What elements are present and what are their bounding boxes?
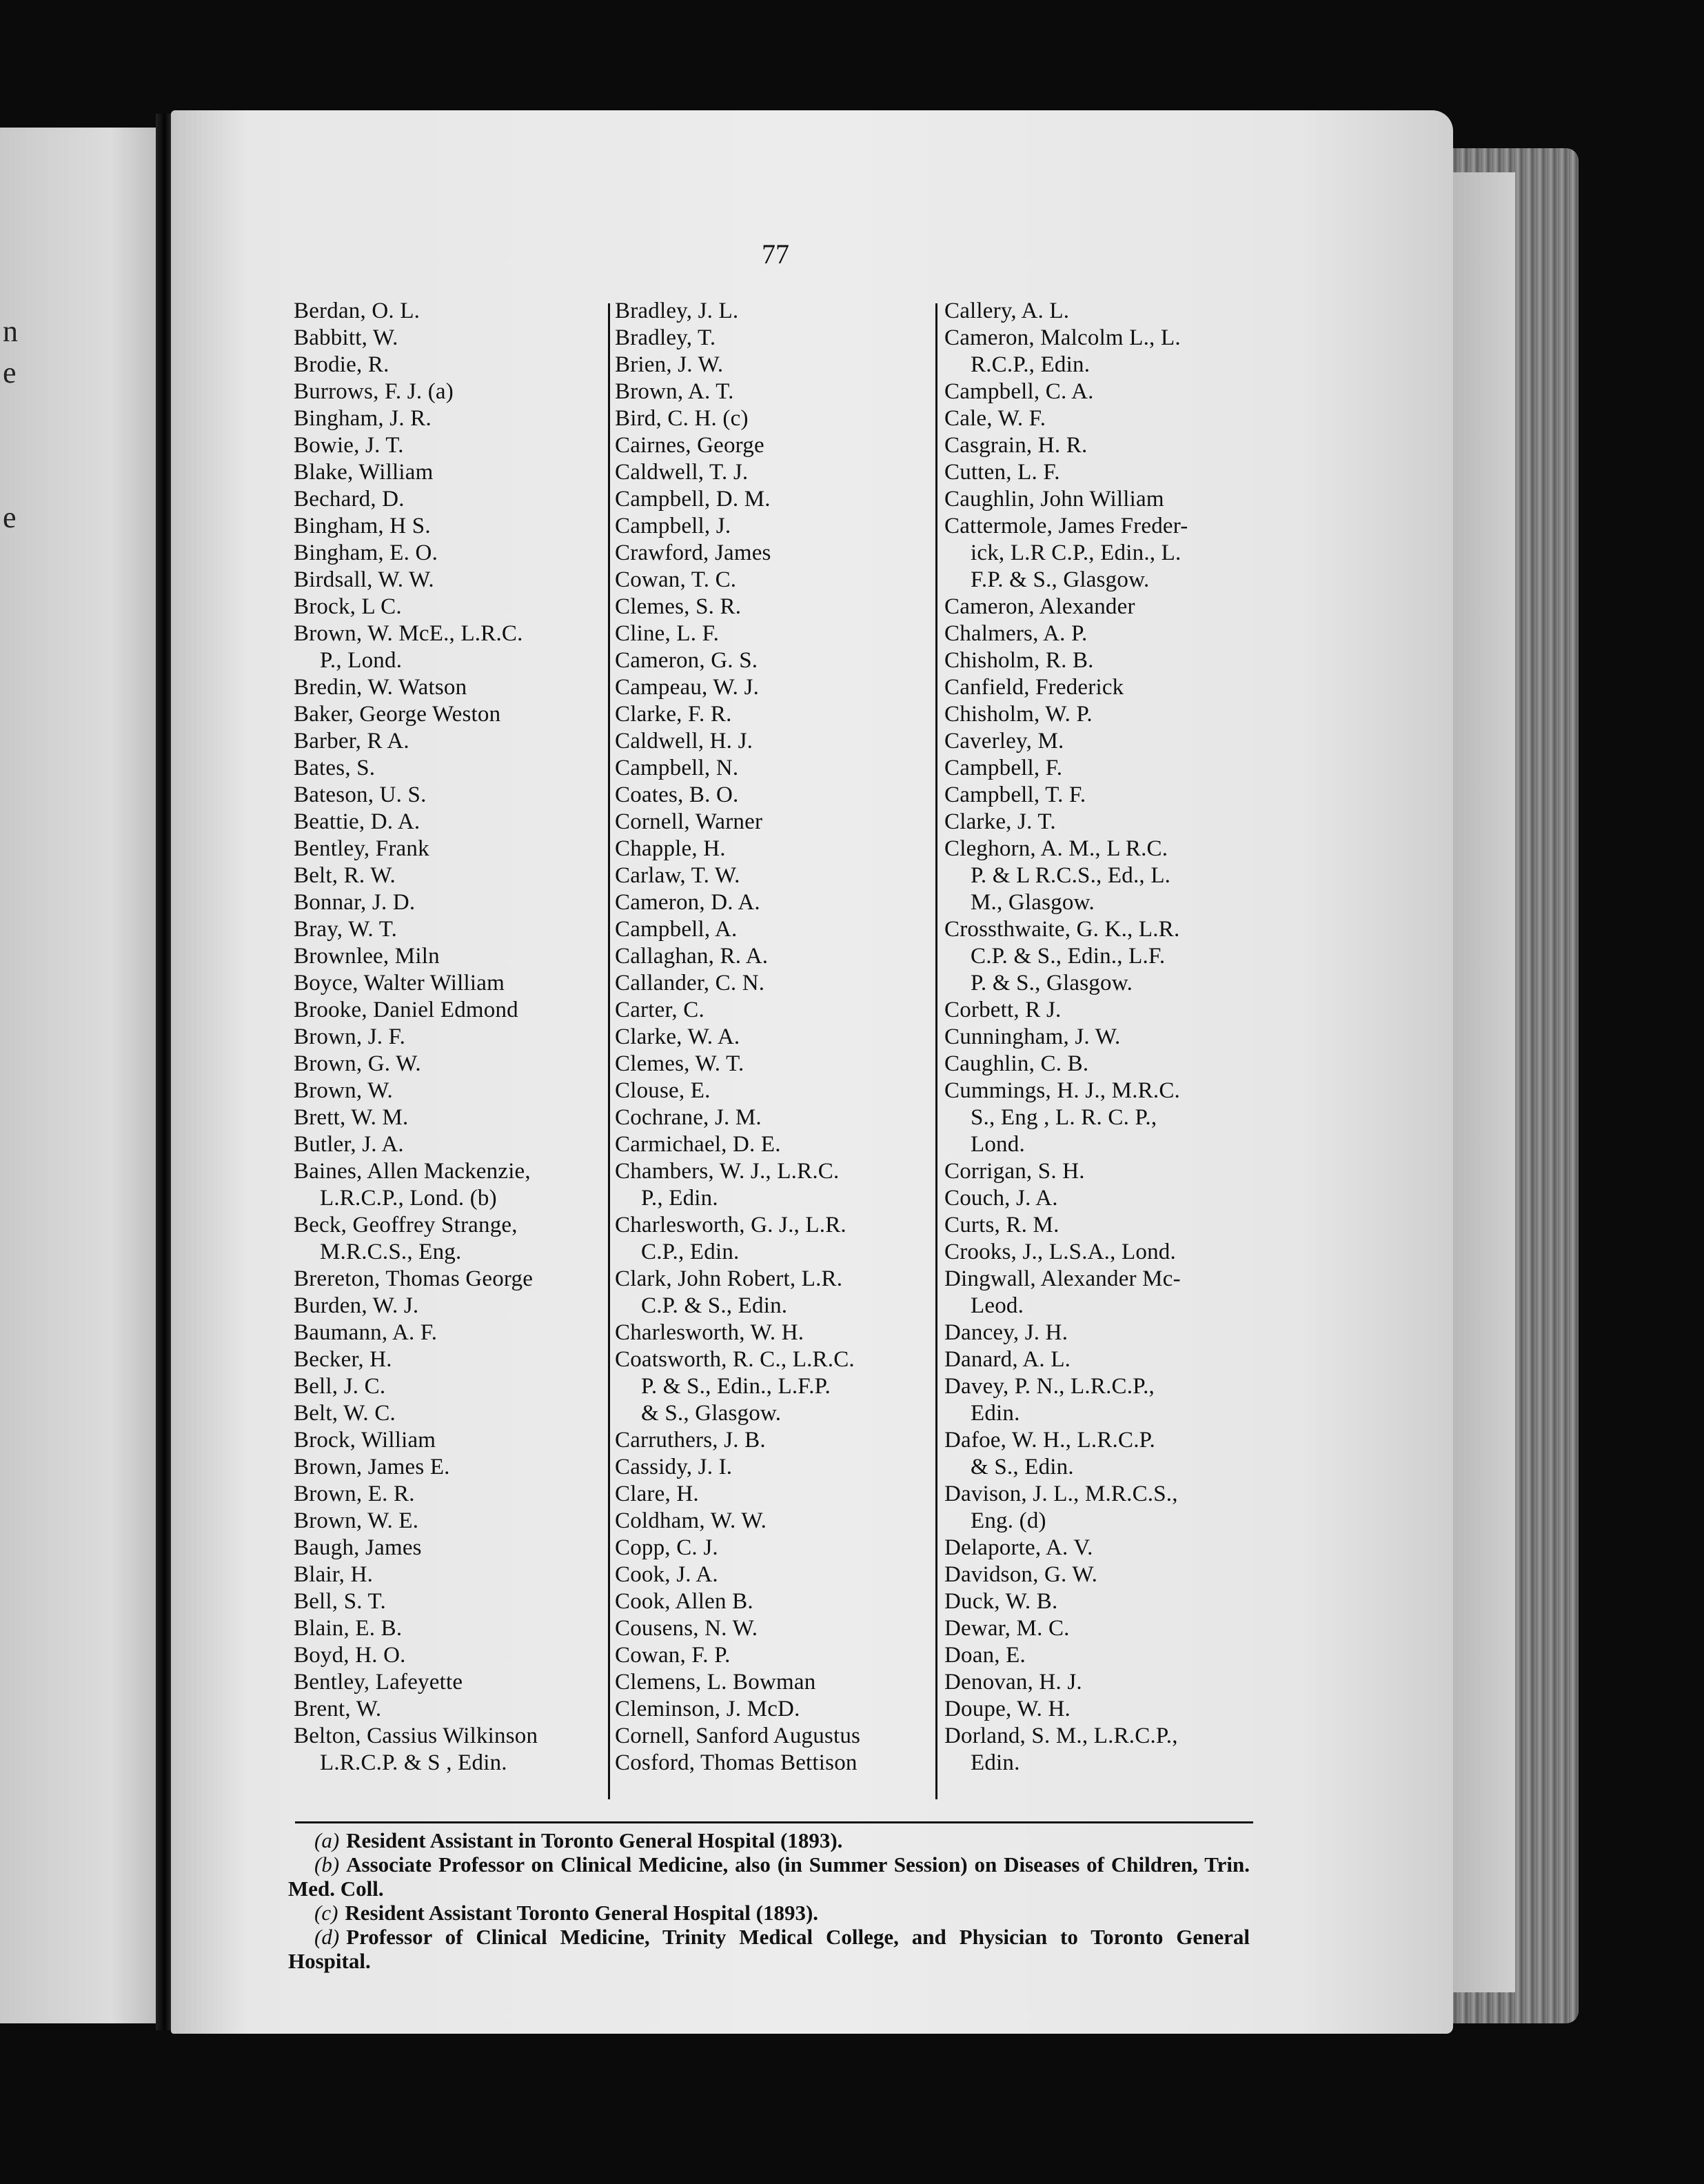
footnote [288, 1901, 1250, 1925]
name-entry: Cameron, Malcolm L., L. [944, 325, 1181, 350]
name-entry: Brown, G. W. [294, 1051, 421, 1076]
name-entry: Campbell, A. [615, 917, 738, 942]
name-entry-continuation: & S., Edin. [971, 1455, 1074, 1479]
name-entry: Brent, W. [294, 1697, 382, 1721]
name-entry: Carter, C. [615, 998, 704, 1022]
name-entry: Cale, W. F. [944, 406, 1046, 431]
name-entry-continuation: Lond. [971, 1132, 1025, 1157]
name-entry: Berdan, O. L. [294, 299, 420, 323]
name-entry: Canfield, Frederick [944, 675, 1124, 700]
name-entry: Belt, R. W. [294, 863, 396, 888]
name-entry: Clouse, E. [615, 1078, 711, 1103]
name-entry: Bowie, J. T. [294, 433, 404, 458]
name-entry: Davidson, G. W. [944, 1562, 1098, 1587]
footnote-text: Associate Professor on Clinical Medicine, also (in Summer Session) on Diseases of Children, Trin. Med. Coll. [288, 1852, 1250, 1901]
name-entry: Casgrain, H. R. [944, 433, 1088, 458]
name-entry: Baugh, James [294, 1535, 422, 1560]
name-entry: Bates, S. [294, 756, 376, 780]
name-entry: Denovan, H. J. [944, 1670, 1082, 1695]
name-entry-continuation: P., Lond. [320, 648, 403, 673]
name-entry: Caldwell, H. J. [615, 729, 753, 754]
name-entry: Brown, A. T. [615, 379, 734, 404]
name-entry: Brien, J. W. [615, 352, 724, 377]
name-entry: Bell, S. T. [294, 1589, 386, 1614]
name-entry: Duck, W. B. [944, 1589, 1058, 1614]
name-entry: Bradley, T. [615, 325, 716, 350]
name-entry: Campbell, J. [615, 514, 731, 538]
name-entry: Baker, George Weston [294, 702, 501, 727]
name-entry: Brown, J. F. [294, 1024, 406, 1049]
name-entry: Bentley, Lafeyette [294, 1670, 463, 1695]
page-number: 77 [762, 239, 789, 270]
name-entry: Belt, W. C. [294, 1401, 396, 1426]
name-entry: Corbett, R J. [944, 998, 1062, 1022]
name-entry: Chapple, H. [615, 836, 726, 861]
name-entry: Carlaw, T. W. [615, 863, 740, 888]
name-column-1 [294, 298, 618, 1777]
name-entry: Chalmers, A. P. [944, 621, 1088, 646]
name-entry: Brereton, Thomas George [294, 1266, 534, 1291]
name-entry-continuation: M., Glasgow. [971, 890, 1095, 915]
name-entry: Bird, C. H. (c) [615, 406, 749, 431]
name-entry: Bingham, J. R. [294, 406, 432, 431]
left-page-edge [0, 128, 159, 2023]
name-entry-continuation: P. & S., Edin., L.F.P. [641, 1374, 831, 1399]
name-entry: Coates, B. O. [615, 782, 739, 807]
name-entry-continuation: S., Eng , L. R. C. P., [971, 1105, 1157, 1130]
name-entry: Cunningham, J. W. [944, 1024, 1121, 1049]
name-entry: Cook, Allen B. [615, 1589, 753, 1614]
name-entry: Curts, R. M. [944, 1213, 1059, 1237]
name-entry: Brownlee, Miln [294, 944, 440, 969]
name-entry: Baines, Allen Mackenzie, [294, 1159, 531, 1184]
name-entry: Delaporte, A. V. [944, 1535, 1093, 1560]
name-entry: Cameron, D. A. [615, 890, 760, 915]
name-entry: Caughlin, John William [944, 487, 1164, 512]
name-entry-continuation: F.P. & S., Glasgow. [971, 567, 1150, 592]
name-entry: Carruthers, J. B. [615, 1428, 766, 1453]
name-entry: Callaghan, R. A. [615, 944, 769, 969]
name-entry: Dafoe, W. H., L.R.C.P. [944, 1428, 1155, 1453]
name-entry: Brown, W. [294, 1078, 393, 1103]
name-entry: Callander, C. N. [615, 971, 765, 995]
footnote-mark: (d) [314, 1925, 340, 1949]
name-entry: Cleminson, J. McD. [615, 1697, 800, 1721]
name-entry: Campbell, N. [615, 756, 739, 780]
footnote-mark: (a) [314, 1828, 340, 1852]
name-entry-continuation: Leod. [971, 1293, 1024, 1318]
footnote [288, 1925, 1250, 1973]
name-entry: Campeau, W. J. [615, 675, 760, 700]
left-page-fragment: e [3, 501, 17, 534]
name-entry-continuation: P. & S., Glasgow. [971, 971, 1133, 995]
footnote-text: Professor of Clinical Medicine, Trinity Medical College, and Physician to Toronto General Hospital. [288, 1925, 1250, 1973]
name-entry: Bechard, D. [294, 487, 405, 512]
footnotes [288, 1828, 1250, 1973]
name-entry-continuation: Edin. [971, 1401, 1020, 1426]
name-entry: Barber, R A. [294, 729, 409, 754]
name-entry: Butler, J. A. [294, 1132, 404, 1157]
name-entry: Cowan, F. P. [615, 1643, 731, 1668]
name-entry: Cochrane, J. M. [615, 1105, 762, 1130]
name-entry: Dancey, J. H. [944, 1320, 1068, 1345]
name-entry: Cornell, Sanford Augustus [615, 1723, 861, 1748]
name-entry: Becker, H. [294, 1347, 392, 1372]
name-entry-continuation: ick, L.R C.P., Edin., L. [971, 540, 1181, 565]
left-page-fragment: e [3, 356, 17, 390]
footnote-rule [295, 1821, 1253, 1823]
name-entry: Caughlin, C. B. [944, 1051, 1089, 1076]
name-entry: Boyce, Walter William [294, 971, 505, 995]
name-entry: Danard, A. L. [944, 1347, 1071, 1372]
name-entry: Campbell, F. [944, 756, 1063, 780]
name-entry: Clarke, F. R. [615, 702, 732, 727]
name-entry: Cameron, G. S. [615, 648, 758, 673]
name-entry: Brett, W. M. [294, 1105, 409, 1130]
name-entry: Bateson, U. S. [294, 782, 427, 807]
name-entry: Campbell, C. A. [944, 379, 1094, 404]
name-entry: Cousens, N. W. [615, 1616, 758, 1641]
name-entry: Bray, W. T. [294, 917, 398, 942]
name-entry: Birdsall, W. W. [294, 567, 434, 592]
name-entry: Crooks, J., L.S.A., Lond. [944, 1240, 1176, 1264]
footnote-text: Resident Assistant in Toronto General Hospital (1893). [346, 1828, 843, 1852]
name-entry: Clemes, W. T. [615, 1051, 744, 1076]
name-entry: Boyd, H. O. [294, 1643, 406, 1668]
name-entry: Charlesworth, W. H. [615, 1320, 804, 1345]
name-entry-continuation: Edin. [971, 1750, 1020, 1775]
name-entry: Blain, E. B. [294, 1616, 403, 1641]
name-entry: Brown, E. R. [294, 1482, 415, 1506]
name-entry: Brown, W. McE., L.R.C. [294, 621, 523, 646]
name-entry: Cornell, Warner [615, 809, 763, 834]
name-entry: Cattermole, James Freder- [944, 514, 1188, 538]
name-entry: Caverley, M. [944, 729, 1064, 754]
name-entry: Burden, W. J. [294, 1293, 419, 1318]
name-column-3 [944, 298, 1268, 1777]
name-entry-continuation: & S., Glasgow. [641, 1401, 782, 1426]
name-entry: Brock, William [294, 1428, 436, 1453]
name-entry: Davey, P. N., L.R.C.P., [944, 1374, 1155, 1399]
name-entry: Crossthwaite, G. K., L.R. [944, 917, 1180, 942]
name-entry: Belton, Cassius Wilkinson [294, 1723, 538, 1748]
name-entry: Copp, C. J. [615, 1535, 718, 1560]
name-entry: Bell, J. C. [294, 1374, 386, 1399]
name-entry: Babbitt, W. [294, 325, 398, 350]
name-entry: Crawford, James [615, 540, 771, 565]
name-entry: Brock, L C. [294, 594, 402, 619]
name-entry: Chisholm, R. B. [944, 648, 1094, 673]
name-entry-continuation: C.P. & S., Edin., L.F. [971, 944, 1166, 969]
name-entry: Cameron, Alexander [944, 594, 1135, 619]
name-entry: Brown, James E. [294, 1455, 450, 1479]
name-entry: Couch, J. A. [944, 1186, 1058, 1211]
name-entry: Blair, H. [294, 1562, 374, 1587]
footnote [288, 1828, 1250, 1852]
name-entry: Corrigan, S. H. [944, 1159, 1085, 1184]
name-entry: Bentley, Frank [294, 836, 429, 861]
name-entry: Brodie, R. [294, 352, 389, 377]
name-entry: Cosford, Thomas Bettison [615, 1750, 858, 1775]
name-entry: Davison, J. L., M.R.C.S., [944, 1482, 1178, 1506]
name-entry: Bingham, E. O. [294, 540, 438, 565]
name-entry: Chambers, W. J., L.R.C. [615, 1159, 840, 1184]
name-entry: Burrows, F. J. (a) [294, 379, 454, 404]
name-entry: Bonnar, J. D. [294, 890, 416, 915]
name-entry: Clarke, J. T. [944, 809, 1056, 834]
name-entry-continuation: Eng. (d) [971, 1508, 1046, 1533]
name-entry-continuation: M.R.C.S., Eng. [320, 1240, 462, 1264]
name-entry: Chisholm, W. P. [944, 702, 1093, 727]
name-entry-continuation: R.C.P., Edin. [971, 352, 1091, 377]
name-entry-continuation: P. & L R.C.S., Ed., L. [971, 863, 1171, 888]
name-entry: Cowan, T. C. [615, 567, 737, 592]
name-entry: Dorland, S. M., L.R.C.P., [944, 1723, 1178, 1748]
name-entry: Brown, W. E. [294, 1508, 419, 1533]
name-entry-continuation: P., Edin. [641, 1186, 718, 1211]
name-entry: Callery, A. L. [944, 299, 1070, 323]
name-entry: Brooke, Daniel Edmond [294, 998, 518, 1022]
name-entry: Cairnes, George [615, 433, 764, 458]
name-entry-continuation: C.P., Edin. [641, 1240, 740, 1264]
footnote-mark: (b) [314, 1852, 340, 1877]
name-entry: Cook, J. A. [615, 1562, 718, 1587]
name-entry: Campbell, T. F. [944, 782, 1086, 807]
name-entry: Clare, H. [615, 1482, 699, 1506]
name-entry: Cleghorn, A. M., L R.C. [944, 836, 1168, 861]
name-entry: Coldham, W. W. [615, 1508, 767, 1533]
name-column-2 [615, 298, 939, 1777]
name-entry: Dingwall, Alexander Mc- [944, 1266, 1181, 1291]
name-entry: Cassidy, J. I. [615, 1455, 733, 1479]
name-entry: Beck, Geoffrey Strange, [294, 1213, 518, 1237]
name-entry: Bredin, W. Watson [294, 675, 467, 700]
name-entry: Cutten, L. F. [944, 460, 1060, 485]
name-entry: Campbell, D. M. [615, 487, 771, 512]
name-entry-continuation: L.R.C.P., Lond. (b) [320, 1186, 497, 1211]
name-entry: Cline, L. F. [615, 621, 720, 646]
column-divider [935, 303, 937, 1799]
name-entry: Clarke, W. A. [615, 1024, 740, 1049]
name-entry: Caldwell, T. J. [615, 460, 749, 485]
footnote [288, 1852, 1250, 1901]
name-entry: Baumann, A. F. [294, 1320, 438, 1345]
name-entry: Beattie, D. A. [294, 809, 420, 834]
name-entry: Doan, E. [944, 1643, 1026, 1668]
name-entry: Clemes, S. R. [615, 594, 742, 619]
page-stack-inner [1453, 172, 1515, 1992]
name-entry: Clemens, L. Bowman [615, 1670, 816, 1695]
name-entry: Cummings, H. J., M.R.C. [944, 1078, 1180, 1103]
name-entry: Blake, William [294, 460, 434, 485]
name-entry: Bradley, J. L. [615, 299, 739, 323]
name-entry: Charlesworth, G. J., L.R. [615, 1213, 846, 1237]
name-entry: Bingham, H S. [294, 514, 431, 538]
name-entry: Carmichael, D. E. [615, 1132, 781, 1157]
name-entry: Dewar, M. C. [944, 1616, 1070, 1641]
name-entry: Coatsworth, R. C., L.R.C. [615, 1347, 855, 1372]
name-entry: Doupe, W. H. [944, 1697, 1071, 1721]
footnote-mark: (c) [314, 1901, 338, 1925]
left-page-fragment: n [3, 314, 18, 348]
column-divider [608, 303, 610, 1799]
name-entry-continuation: L.R.C.P. & S , Edin. [320, 1750, 507, 1775]
footnote-text: Resident Assistant Toronto General Hospital (1893). [345, 1901, 819, 1925]
name-entry: Clark, John Robert, L.R. [615, 1266, 843, 1291]
name-entry-continuation: C.P. & S., Edin. [641, 1293, 788, 1318]
